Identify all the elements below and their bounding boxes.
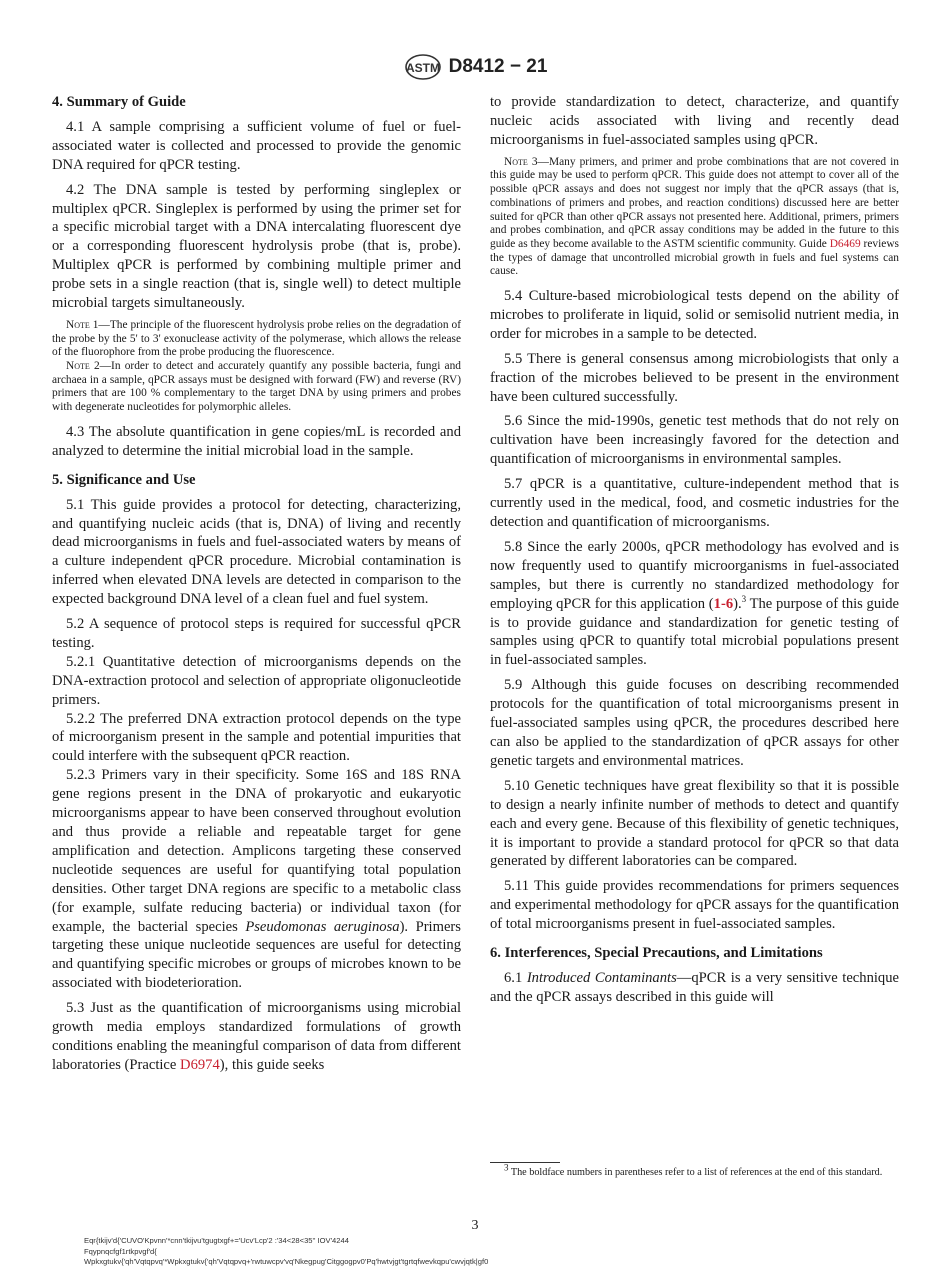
text-run: 5.6 Since the mid-1990s, genetic test methods that do not rely on cultivation have been increasingly favored for the detection and quantification of microorganisms in environmental samples. — [490, 413, 899, 468]
license-footer — [84, 1236, 488, 1268]
note-paragraph — [490, 156, 899, 279]
footnote-marker: 3 — [504, 1162, 509, 1173]
text-run: 6.1 — [504, 969, 527, 986]
text-run: 6. Interferences, Special Precautions, and Limitations — [490, 945, 823, 962]
section-heading — [52, 471, 461, 490]
paragraph — [52, 653, 461, 710]
note-label: Note 3 — [504, 155, 538, 168]
note-paragraph — [52, 360, 461, 415]
text-run: ). Primers targeting these unique nucleotide sequences are useful for detecting and quantifying specific microbes or groups of microbes known to be associated with biodeterioration. — [52, 918, 461, 992]
paragraph — [52, 615, 461, 653]
paragraph — [490, 969, 899, 1007]
paragraph — [52, 423, 461, 461]
text-run: 4.2 The DNA sample is tested by performing singleplex or multiplex qPCR. Singleplex is performed by using the primer set for a specific microbial target with a DNA intercalating fluorescent dye or a corresponding fluorescent hydrolysis probe (that is, probe). Multiplex qPCR is performed by combining multiple primer and probe sets in a single reaction (that is, single well) to detect multiple microbial targets simultaneously. — [52, 181, 461, 312]
footer-line: Eqr{tkijv'd{'CUVO'Kpvnn'*cnn'tkijvu'tgugtxgf+='Ucv'Lcp'2 :'34<28<35'' IOV'4244 — [84, 1236, 349, 1245]
text-run: 4.3 The absolute quantification in gene copies/mL is recorded and analyzed to determine the initial microbial load in the sample. — [52, 423, 461, 459]
paragraph — [52, 181, 461, 313]
text-run: —In order to detect and accurately quantify any possible bacteria, fungi and archaea in a sample, qPCR assays must be designed with forward (FW) and reverse (RV) primers that are 100 % complementary to the target DNA by using primers and probes with degenerate nucleotides for polymorphic alleles. — [52, 360, 461, 414]
text-run: Introduced Contaminants — [526, 969, 677, 986]
paragraph — [490, 676, 899, 771]
footnote-divider — [490, 1162, 560, 1163]
text-run: reviews the types of damage that uncontrolled microbial growth in fuels and fuel systems can cause. — [490, 237, 899, 278]
section-heading — [490, 944, 899, 963]
text-run: —qPCR is a very sensitive technique and the qPCR assays described in this guide will — [490, 969, 899, 1005]
section-heading — [52, 93, 461, 112]
text-run: 4.1 A sample comprising a sufficient volume of fuel or fuel-associated water is collected and processed to provide the genomic DNA required for qPCR testing. — [52, 118, 461, 173]
footnote-text: The boldface numbers in parentheses refer to a list of references at the end of this standard. — [508, 1167, 883, 1178]
text-run: 5.9 Although this guide focuses on describing recommended protocols for the quantification of total microorganisms present in fuel-associated samples using qPCR, the procedures described here can also be applied to the standardization of qPCR assays for other genetic targets and environmental matrices. — [490, 677, 899, 769]
text-run: 5.4 Culture-based microbiological tests depend on the ability of microbes to proliferate in liquid, solid or semisolid nutrient media, in order for microbes in a sample to be detected. — [490, 288, 899, 342]
text-run: 4. Summary of Guide — [52, 94, 186, 110]
text-run: The purpose of this guide is to provide guidance and standardization for genetic testing of samples using qPCR to quantify total microbial populations present in fuel-associated samples. — [490, 595, 899, 669]
reference-link[interactable]: D6469 — [829, 237, 861, 250]
note-paragraph — [52, 319, 461, 360]
text-run: —The principle of the fluorescent hydrolysis probe relies on the degradation of the probe by the 5' to 3' exonuclease activity of the polymerase, which allows the release of the fluorophore from the probe producing the fluorescence. — [52, 318, 461, 359]
text-run: ), this guide seeks — [219, 1056, 325, 1073]
text-run: 5.2.3 Primers vary in their specificity. Some 16S and 18S RNA gene regions present in the DNA of prokaryotic and eukaryotic microorganisms appear to have been conserved throughout evolution and thus provide a reliable and repeatable target for gene amplification and detection. Amplicons targeting these conserved nucleotide sequences are useful for quantifying total population densities. Other target DNA regions are specific to a metabolic class (for example, sulfate reducing bacteria) or individual taxon (for example, the bacterial species — [52, 767, 461, 935]
paragraph — [52, 999, 461, 1075]
text-run: 5.2.1 Quantitative detection of microorganisms depends on the DNA-extraction protocol and selection of appropriate oligonucleotide primers. — [52, 653, 461, 708]
paragraph — [52, 766, 461, 993]
note-label: Note 1 — [66, 318, 99, 331]
footer-line: Wpkxgtukv{'qh'Vqtqpvq'*Wpkxgtukv{'qh'Vqtqpvq+'rwtuwcpv'vq'Nkegpug'Citggogpv0'Pq'hwtvjgt'tgrtqfwevkqpu'cwvjqtk|gf0 — [84, 1257, 489, 1266]
note-label: Note 2 — [66, 360, 100, 373]
text-run: —Many primers, and primer and probe combinations that are not covered in this guide may be used to perform qPCR. This guide does not attempt to cover all of the possible qPCR assays and does not suggest nor imply that the qPCR assays (that is, combinations of primers and probes, and reaction conditions) discussed here are better suited for qPCR than other qPCR assays not presented here. Additional, primers, primers and probes combination, and qPCR assay conditions may be added in the future to this guide as they become available to the ASTM scientific community. Guide — [490, 155, 899, 250]
text-run: 5.1 This guide provides a protocol for detecting, characterizing, and quantifying nucleic acids (that is, DNA) of living and recently dead microorganisms in fuels and fuel-associated waters by means of a culture independent qPCR procedure. Microbial contamination is inferred when elevated DNA levels are detected in comparison to the expected background DNA level of a clean fuel and fuel system. — [52, 496, 461, 608]
reference-link[interactable]: 1-6 — [713, 595, 734, 612]
svg-text:ASTM: ASTM — [405, 61, 440, 75]
text-run: 5.7 qPCR is a quantitative, culture-independent method that is currently used in the medical, food, and cosmetic industries for the detection and quantification of microorganisms. — [490, 476, 899, 531]
text-run: 5.2 A sequence of protocol steps is required for successful qPCR testing. — [52, 616, 461, 651]
paragraph — [490, 475, 899, 532]
paragraph — [52, 118, 461, 175]
text-run: to provide standardization to detect, characterize, and quantify nucleic acids associated with living and recently dead microorganisms in fuel-associated samples using qPCR. — [490, 94, 899, 148]
text-run: 5.8 Since the early 2000s, qPCR methodology has evolved and is now frequently used to quantify microorganisms in fuel-associated samples, but there is currently no standardized methodology for employing qPCR for this application ( — [490, 538, 899, 612]
footnote — [490, 1162, 899, 1179]
text-run: 5.11 This guide provides recommendations for primers sequences and experimental methodology for qPCR assays for the quantification of total microorganisms present in fuel-associated samples. — [490, 878, 899, 933]
paragraph — [490, 287, 899, 344]
text-run: ). — [733, 595, 742, 612]
paragraph — [490, 412, 899, 469]
text-run: 5.10 Genetic techniques have great flexibility so that it is possible to design a nearly infinite number of methods to detect and quantify each and every gene. Because of this flexibility of genetic techniques, it is important to provide a standard protocol for qPCR so that data generated by different laboratories can be compared. — [490, 777, 899, 870]
footer-line: Fqypnqcfgf1rtkpvgf'd{ — [84, 1246, 157, 1256]
document-designation: D8412 − 21 — [448, 56, 548, 77]
paragraph — [490, 93, 899, 150]
text-run: Pseudomonas aeruginosa — [245, 918, 400, 935]
text-run: 5. Significance and Use — [52, 471, 196, 488]
text-run: 5.3 Just as the quantification of microorganisms using microbial growth media employs standardized formulations of growth conditions enabling the meaningful comparison of data from different laboratories (Practice — [52, 1000, 461, 1073]
reference-link[interactable]: D6974 — [180, 1056, 220, 1073]
paragraph — [490, 350, 899, 407]
left-column — [52, 93, 461, 1075]
astm-logo-icon — [403, 52, 443, 82]
text-run: 5.2.2 The preferred DNA extraction protocol depends on the type of microorganism present in the sample and potential impurities that could interfere with the subsequent qPCR reaction. — [52, 710, 461, 765]
paragraph — [52, 496, 461, 609]
text-run: 5.5 There is general consensus among microbiologists that only a fraction of the microbes believed to be present in the environment have been cultured successfully. — [490, 350, 899, 405]
page-header — [0, 52, 950, 82]
paragraph — [490, 877, 899, 934]
paragraph — [490, 777, 899, 872]
paragraph — [490, 538, 899, 670]
right-column — [490, 93, 899, 1007]
paragraph — [52, 710, 461, 767]
page-number: 3 — [471, 1218, 479, 1233]
footnote-ref: 3 — [741, 593, 747, 604]
